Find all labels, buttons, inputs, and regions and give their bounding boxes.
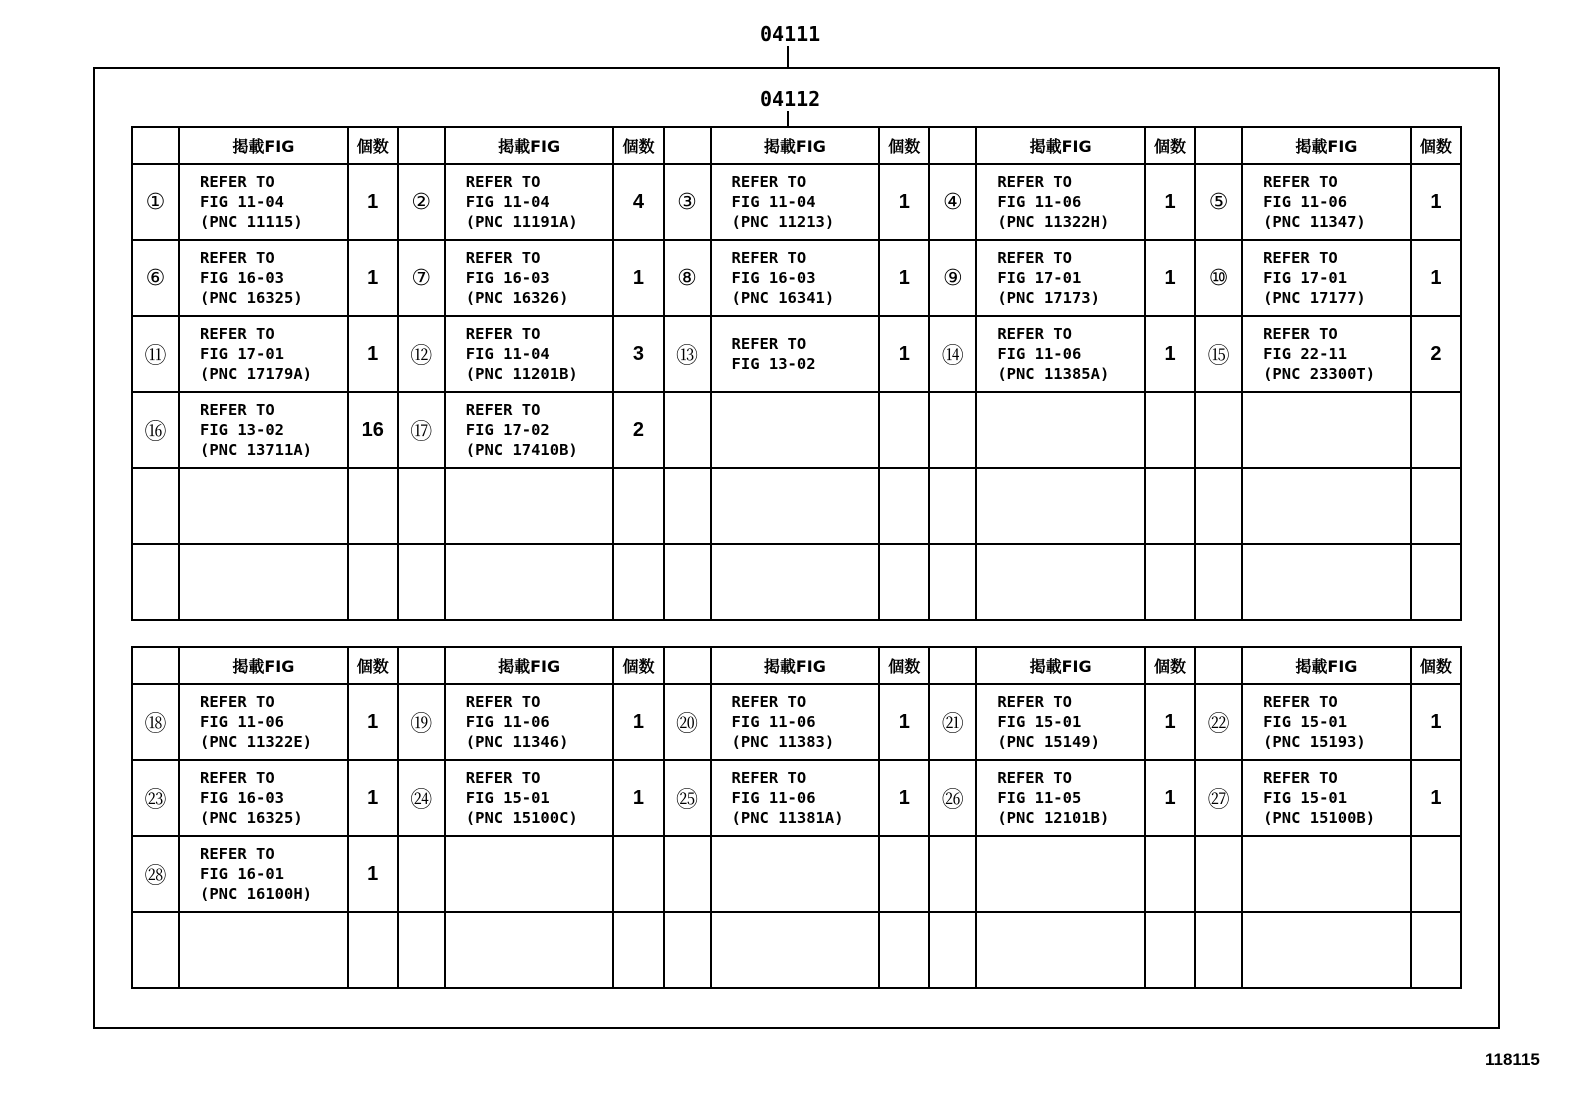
fig-reference	[1242, 392, 1411, 468]
item-number	[929, 468, 976, 544]
header-blank-cell	[664, 647, 711, 684]
fig-reference: REFER TO FIG 11-04 (PNC 11201B)	[445, 316, 614, 392]
item-number	[1195, 392, 1242, 468]
figure-number: 118115	[1485, 1050, 1540, 1069]
fig-reference: REFER TO FIG 11-04 (PNC 11213)	[711, 164, 880, 240]
item-number: ㉗	[1195, 760, 1242, 836]
item-number	[132, 912, 179, 988]
item-quantity	[613, 836, 663, 912]
item-number	[664, 912, 711, 988]
header-qty: 個数	[1411, 647, 1461, 684]
item-number	[1195, 544, 1242, 620]
item-number	[664, 836, 711, 912]
fig-reference: REFER TO FIG 16-03 (PNC 16326)	[445, 240, 614, 316]
header-qty: 個数	[879, 647, 929, 684]
item-quantity: 1	[1145, 316, 1195, 392]
fig-reference	[976, 912, 1145, 988]
item-quantity: 1	[1145, 240, 1195, 316]
item-number	[132, 468, 179, 544]
item-quantity	[879, 392, 929, 468]
item-number: ①	[132, 164, 179, 240]
header-fig: 掲載FIG	[1242, 647, 1411, 684]
fig-reference: REFER TO FIG 11-06 (PNC 11346)	[445, 684, 614, 760]
header-qty: 個数	[1145, 127, 1195, 164]
item-number: ⑬	[664, 316, 711, 392]
item-quantity: 1	[1411, 684, 1461, 760]
fig-reference	[445, 544, 614, 620]
header-qty: 個数	[1411, 127, 1461, 164]
item-number	[1195, 836, 1242, 912]
subassembly-leader-line	[787, 111, 789, 127]
reference-table-top	[131, 126, 1462, 621]
item-number: ⑰	[398, 392, 445, 468]
item-number: ㉖	[929, 760, 976, 836]
header-fig: 掲載FIG	[445, 647, 614, 684]
header-fig: 掲載FIG	[1242, 127, 1411, 164]
table-row	[132, 544, 1461, 620]
header-qty: 個数	[613, 127, 663, 164]
fig-reference: REFER TO FIG 11-06 (PNC 11385A)	[976, 316, 1145, 392]
item-number	[398, 468, 445, 544]
item-number: ⑪	[132, 316, 179, 392]
fig-reference	[711, 468, 880, 544]
subassembly-number-label: 04112	[760, 87, 821, 111]
item-quantity: 1	[613, 240, 663, 316]
item-quantity: 1	[1145, 164, 1195, 240]
fig-reference: REFER TO FIG 22-11 (PNC 23300T)	[1242, 316, 1411, 392]
fig-reference	[976, 836, 1145, 912]
fig-reference: REFER TO FIG 17-01 (PNC 17179A)	[179, 316, 348, 392]
item-number	[398, 544, 445, 620]
fig-reference: REFER TO FIG 11-06 (PNC 11322E)	[179, 684, 348, 760]
table-row	[132, 316, 1461, 392]
assembly-leader-line	[787, 46, 789, 67]
item-quantity	[348, 912, 398, 988]
item-quantity: 1	[348, 684, 398, 760]
item-quantity: 1	[1411, 164, 1461, 240]
header-blank-cell	[664, 127, 711, 164]
fig-reference: REFER TO FIG 15-01 (PNC 15149)	[976, 684, 1145, 760]
table-row	[132, 240, 1461, 316]
header-fig: 掲載FIG	[179, 647, 348, 684]
header-fig: 掲載FIG	[445, 127, 614, 164]
item-quantity	[348, 544, 398, 620]
item-quantity: 1	[879, 240, 929, 316]
fig-reference: REFER TO FIG 11-04 (PNC 11191A)	[445, 164, 614, 240]
item-number: ㉑	[929, 684, 976, 760]
item-number	[929, 836, 976, 912]
item-quantity	[1145, 468, 1195, 544]
fig-reference: REFER TO FIG 15-01 (PNC 15100B)	[1242, 760, 1411, 836]
item-number	[664, 392, 711, 468]
item-number: ⑦	[398, 240, 445, 316]
fig-reference	[1242, 912, 1411, 988]
header-blank-cell	[929, 127, 976, 164]
item-quantity: 16	[348, 392, 398, 468]
table-row	[132, 760, 1461, 836]
header-qty: 個数	[879, 127, 929, 164]
item-quantity	[613, 544, 663, 620]
fig-reference	[445, 836, 614, 912]
item-quantity: 1	[1411, 240, 1461, 316]
item-number	[664, 544, 711, 620]
item-number: ⑥	[132, 240, 179, 316]
item-quantity: 1	[348, 164, 398, 240]
item-number	[398, 836, 445, 912]
item-quantity: 4	[613, 164, 663, 240]
fig-reference: REFER TO FIG 11-06 (PNC 11322H)	[976, 164, 1145, 240]
fig-reference: REFER TO FIG 16-03 (PNC 16325)	[179, 760, 348, 836]
fig-reference: REFER TO FIG 11-05 (PNC 12101B)	[976, 760, 1145, 836]
item-number: ⑯	[132, 392, 179, 468]
item-quantity: 1	[348, 240, 398, 316]
fig-reference: REFER TO FIG 13-02	[711, 316, 880, 392]
item-number	[1195, 468, 1242, 544]
item-quantity: 1	[1145, 684, 1195, 760]
item-quantity: 2	[1411, 316, 1461, 392]
item-quantity	[613, 468, 663, 544]
header-qty: 個数	[613, 647, 663, 684]
item-number: ②	[398, 164, 445, 240]
fig-reference: REFER TO FIG 16-03 (PNC 16341)	[711, 240, 880, 316]
header-blank-cell	[398, 127, 445, 164]
header-blank-cell	[929, 647, 976, 684]
item-number: ④	[929, 164, 976, 240]
header-blank-cell	[1195, 647, 1242, 684]
item-quantity: 1	[879, 684, 929, 760]
item-quantity: 1	[348, 836, 398, 912]
item-number: ㉒	[1195, 684, 1242, 760]
fig-reference	[711, 836, 880, 912]
item-number: ⑳	[664, 684, 711, 760]
fig-reference	[1242, 468, 1411, 544]
item-quantity: 3	[613, 316, 663, 392]
item-quantity	[1145, 392, 1195, 468]
table-header-row	[132, 127, 1461, 164]
fig-reference	[179, 912, 348, 988]
fig-reference	[445, 912, 614, 988]
table-row	[132, 912, 1461, 988]
item-number	[1195, 912, 1242, 988]
item-quantity	[879, 912, 929, 988]
item-number	[929, 544, 976, 620]
assembly-number-label: 04111	[760, 22, 821, 46]
fig-reference: REFER TO FIG 11-06 (PNC 11347)	[1242, 164, 1411, 240]
table-header-row	[132, 647, 1461, 684]
item-quantity	[613, 912, 663, 988]
item-number	[929, 392, 976, 468]
header-fig: 掲載FIG	[711, 127, 880, 164]
header-blank-cell	[132, 647, 179, 684]
item-quantity: 2	[613, 392, 663, 468]
item-quantity	[879, 544, 929, 620]
item-quantity: 1	[879, 760, 929, 836]
item-number: ㉘	[132, 836, 179, 912]
fig-reference	[711, 392, 880, 468]
fig-reference	[711, 912, 880, 988]
item-number	[929, 912, 976, 988]
fig-reference: REFER TO FIG 11-04 (PNC 11115)	[179, 164, 348, 240]
item-number: ⑤	[1195, 164, 1242, 240]
item-number: ㉕	[664, 760, 711, 836]
fig-reference	[179, 544, 348, 620]
fig-reference	[179, 468, 348, 544]
table-row	[132, 684, 1461, 760]
item-number	[132, 544, 179, 620]
item-quantity	[1411, 544, 1461, 620]
item-number: ⑲	[398, 684, 445, 760]
reference-table-bottom	[131, 646, 1462, 989]
table-row	[132, 392, 1461, 468]
item-quantity: 1	[613, 760, 663, 836]
item-number: ⑧	[664, 240, 711, 316]
fig-reference: REFER TO FIG 11-06 (PNC 11381A)	[711, 760, 880, 836]
item-quantity: 1	[879, 164, 929, 240]
item-number: ㉔	[398, 760, 445, 836]
fig-reference	[711, 544, 880, 620]
item-quantity: 1	[1145, 760, 1195, 836]
table-row	[132, 836, 1461, 912]
item-number: ⑫	[398, 316, 445, 392]
header-qty: 個数	[348, 647, 398, 684]
item-quantity	[879, 468, 929, 544]
item-quantity: 1	[879, 316, 929, 392]
item-quantity	[1411, 836, 1461, 912]
header-qty: 個数	[1145, 647, 1195, 684]
item-quantity	[879, 836, 929, 912]
fig-reference: REFER TO FIG 16-03 (PNC 16325)	[179, 240, 348, 316]
item-quantity	[348, 468, 398, 544]
header-blank-cell	[132, 127, 179, 164]
fig-reference	[976, 392, 1145, 468]
header-fig: 掲載FIG	[976, 647, 1145, 684]
item-quantity	[1145, 836, 1195, 912]
item-quantity: 1	[613, 684, 663, 760]
fig-reference	[1242, 544, 1411, 620]
header-fig: 掲載FIG	[179, 127, 348, 164]
fig-reference: REFER TO FIG 17-01 (PNC 17173)	[976, 240, 1145, 316]
item-quantity	[1411, 912, 1461, 988]
fig-reference: REFER TO FIG 16-01 (PNC 16100H)	[179, 836, 348, 912]
header-qty: 個数	[348, 127, 398, 164]
fig-reference: REFER TO FIG 13-02 (PNC 13711A)	[179, 392, 348, 468]
fig-reference: REFER TO FIG 11-06 (PNC 11383)	[711, 684, 880, 760]
fig-reference: REFER TO FIG 15-01 (PNC 15193)	[1242, 684, 1411, 760]
item-number: ⑭	[929, 316, 976, 392]
fig-reference: REFER TO FIG 17-02 (PNC 17410B)	[445, 392, 614, 468]
item-number: ⑮	[1195, 316, 1242, 392]
table-row	[132, 164, 1461, 240]
table-row	[132, 468, 1461, 544]
item-quantity: 1	[348, 760, 398, 836]
fig-reference	[445, 468, 614, 544]
item-quantity	[1411, 392, 1461, 468]
fig-reference	[1242, 836, 1411, 912]
item-number	[664, 468, 711, 544]
header-blank-cell	[1195, 127, 1242, 164]
header-blank-cell	[398, 647, 445, 684]
item-number: ㉓	[132, 760, 179, 836]
fig-reference: REFER TO FIG 15-01 (PNC 15100C)	[445, 760, 614, 836]
header-fig: 掲載FIG	[976, 127, 1145, 164]
item-number: ⑩	[1195, 240, 1242, 316]
fig-reference: REFER TO FIG 17-01 (PNC 17177)	[1242, 240, 1411, 316]
item-number	[398, 912, 445, 988]
item-quantity	[1145, 544, 1195, 620]
item-number: ③	[664, 164, 711, 240]
item-quantity	[1411, 468, 1461, 544]
header-fig: 掲載FIG	[711, 647, 880, 684]
item-quantity	[1145, 912, 1195, 988]
fig-reference	[976, 544, 1145, 620]
item-quantity: 1	[1411, 760, 1461, 836]
item-quantity: 1	[348, 316, 398, 392]
item-number: ⑱	[132, 684, 179, 760]
fig-reference	[976, 468, 1145, 544]
item-number: ⑨	[929, 240, 976, 316]
